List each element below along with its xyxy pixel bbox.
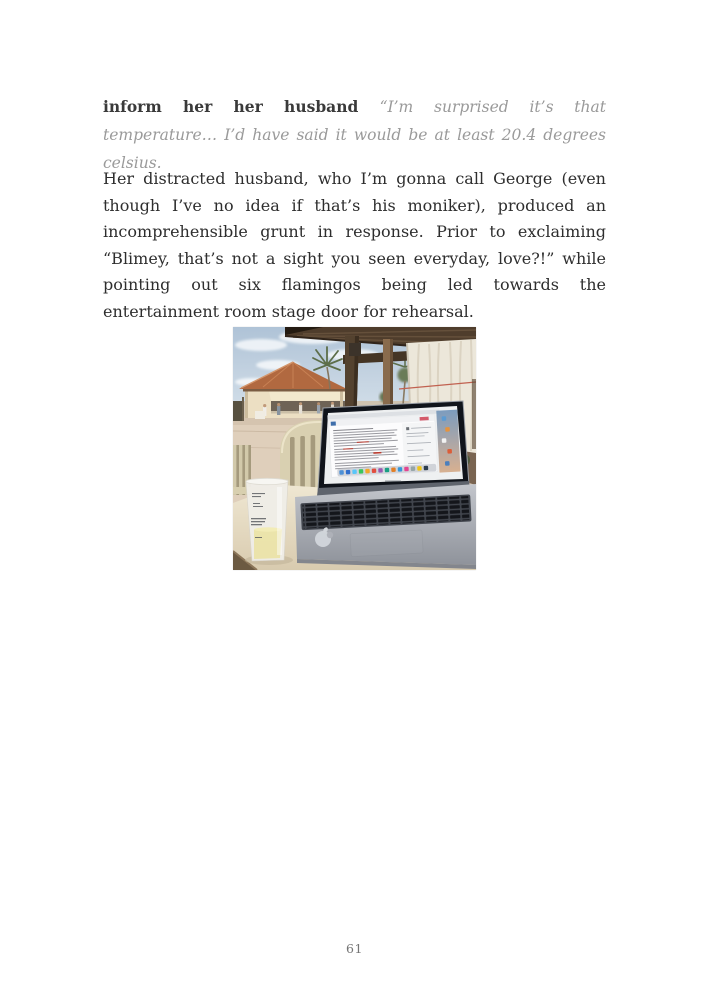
macbook-label (385, 481, 401, 482)
mounted-speaker (349, 343, 361, 356)
drink-cup (246, 478, 288, 561)
small-table (255, 411, 265, 419)
laptop (295, 401, 476, 569)
quote-lead-text: inform her her husband (103, 96, 380, 116)
inline-photo (233, 327, 476, 570)
pergola-post-far-right (472, 379, 476, 449)
desktop-strip (436, 410, 460, 473)
pergola-post-right (383, 339, 393, 413)
app-icon (331, 421, 336, 425)
quote-italic-text: “I’m surprised it’s that temperature… I’d have said it would be at least 20.4 degrees celsius. (103, 97, 606, 172)
red-button (420, 417, 429, 421)
kiosk-awning (269, 391, 351, 401)
trackpad (350, 530, 423, 557)
paragraph-quote (103, 93, 606, 177)
page-number: 61 (346, 941, 363, 956)
cup-rim (246, 478, 288, 484)
paragraph-body: Her distracted husband, who I’m gonna call George (even though I’ve no idea if that’s his moniker), produced an incomprehensible grunt in response. Prior to exclaiming “Blimey, that’s not a sight you seen everyday, love?!” while pointing out six flamingos being led towards the entertainment room stage door for rehearsal. (103, 169, 606, 321)
